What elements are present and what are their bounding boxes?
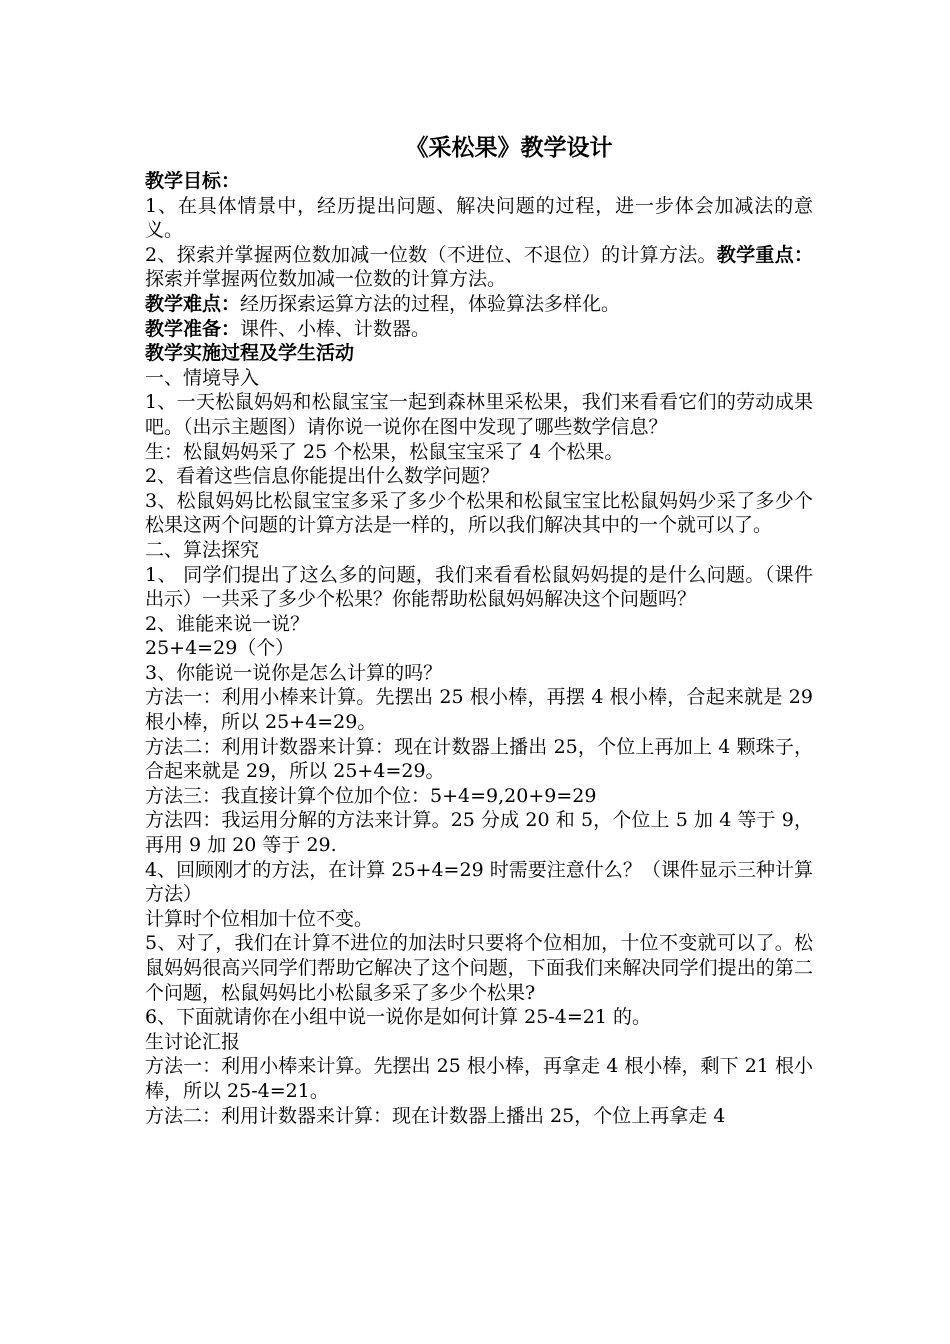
paragraph: 3、松鼠妈妈比松鼠宝宝多采了多少个松果和松鼠宝宝比松鼠妈妈少采了多少个松果这两个问题的计算方法是一样的，所以我们解决其中的一个就可以了。 <box>145 489 813 537</box>
objective-2-with-key-point <box>145 243 813 292</box>
paragraph: 2、看着这些信息你能提出什么数学问题？ <box>145 465 500 488</box>
paragraph: 方法二：利用计数器来计算：现在计数器上播出 25，个位上再拿走 4 <box>145 1104 726 1127</box>
key-point-label: 教学重点： <box>716 243 813 266</box>
paragraph: 计算时个位相加十位不变。 <box>145 907 374 930</box>
paragraph: 25+4=29（个） <box>145 637 295 660</box>
paragraph: 2、谁能来说一说？ <box>145 612 310 635</box>
paragraph: 方法四：我运用分解的方法来计算。25 分成 20 和 5，个位上 5 加 4 等于 9，再用 9 加 20 等于 29. <box>145 809 813 857</box>
preparation-line <box>145 317 813 342</box>
objectives-label: 教学目标： <box>145 170 241 192</box>
paragraph: 3、你能说一说你是怎么计算的吗？ <box>145 661 443 684</box>
difficulty-text: 经历探索运算方法的过程，体验算法多样化。 <box>240 292 621 315</box>
preparation-text: 课件、小棒、计数器。 <box>240 317 431 340</box>
difficulty-line <box>145 292 813 317</box>
paragraph: 4、回顾刚才的方法，在计算 25+4=29 时需要注意什么？（课件显示三种计算方法） <box>145 858 813 906</box>
document-title: 《采松果》教学设计 <box>405 134 613 161</box>
paragraph: 生讨论汇报 <box>145 1030 241 1053</box>
key-point-text: 探索并掌握两位数加减一位数的计算方法。 <box>145 268 507 291</box>
paragraph: 5、对了，我们在计算不进位的加法时只要将个位相加，十位不变就可以了。松鼠妈妈很高兴同学们帮助它解决了这个问题，下面我们来解决同学们提出的第二个问题，松鼠妈妈比小松鼠多采了多少个松果? <box>145 932 813 1004</box>
paragraph: 方法三：我直接计算个位加个位：5+4=9,20+9=29 <box>145 784 597 807</box>
process-heading: 教学实施过程及学生活动 <box>145 342 355 365</box>
section-2-heading: 二、算法探究 <box>145 538 260 561</box>
difficulty-label: 教学难点： <box>145 292 241 315</box>
paragraph: 1、一天松鼠妈妈和松鼠宝宝一起到森林里采松果，我们来看看它们的劳动成果吧。（出示主题图）请你说一说你在图中发现了哪些数学信息？ <box>145 391 813 438</box>
objective-2: 2、探索并掌握两位数加减一位数（不进位、不退位）的计算方法。 <box>145 243 717 266</box>
paragraph: 方法一：利用小棒来计算。先摆出 25 根小棒，再摆 4 根小棒，合起来就是 29 根小棒，所以 25+4=29。 <box>145 686 813 734</box>
paragraph: 生：松鼠妈妈采了 25 个松果，松鼠宝宝采了 4 个松果。 <box>145 440 624 463</box>
paragraph: 1、 同学们提出了这么多的问题，我们来看看松鼠妈妈提的是什么问题。（课件出示）一共采了多少个松果？你能帮助松鼠妈妈解决这个问题吗？ <box>145 563 813 611</box>
paragraph: 方法一：利用小棒来计算。先摆出 25 根小棒，再拿走 4 根小棒，剩下 21 根小棒，所以 25-4=21。 <box>145 1055 813 1102</box>
paragraph: 6、下面就请你在小组中说一说你是如何计算 25-4=21 的。 <box>145 1006 651 1029</box>
preparation-label: 教学准备： <box>145 317 241 340</box>
objective-1: 1、在具体情景中，经历提出问题、解决问题的过程，进一步体会加减法的意义。 <box>145 194 813 242</box>
section-1-heading: 一、情境导入 <box>145 366 260 389</box>
document-page <box>145 133 813 1128</box>
paragraph: 方法二：利用计数器来计算：现在计数器上播出 25，个位上再加上 4 颗珠子，合起来就是 29，所以 25+4=29。 <box>145 735 813 783</box>
